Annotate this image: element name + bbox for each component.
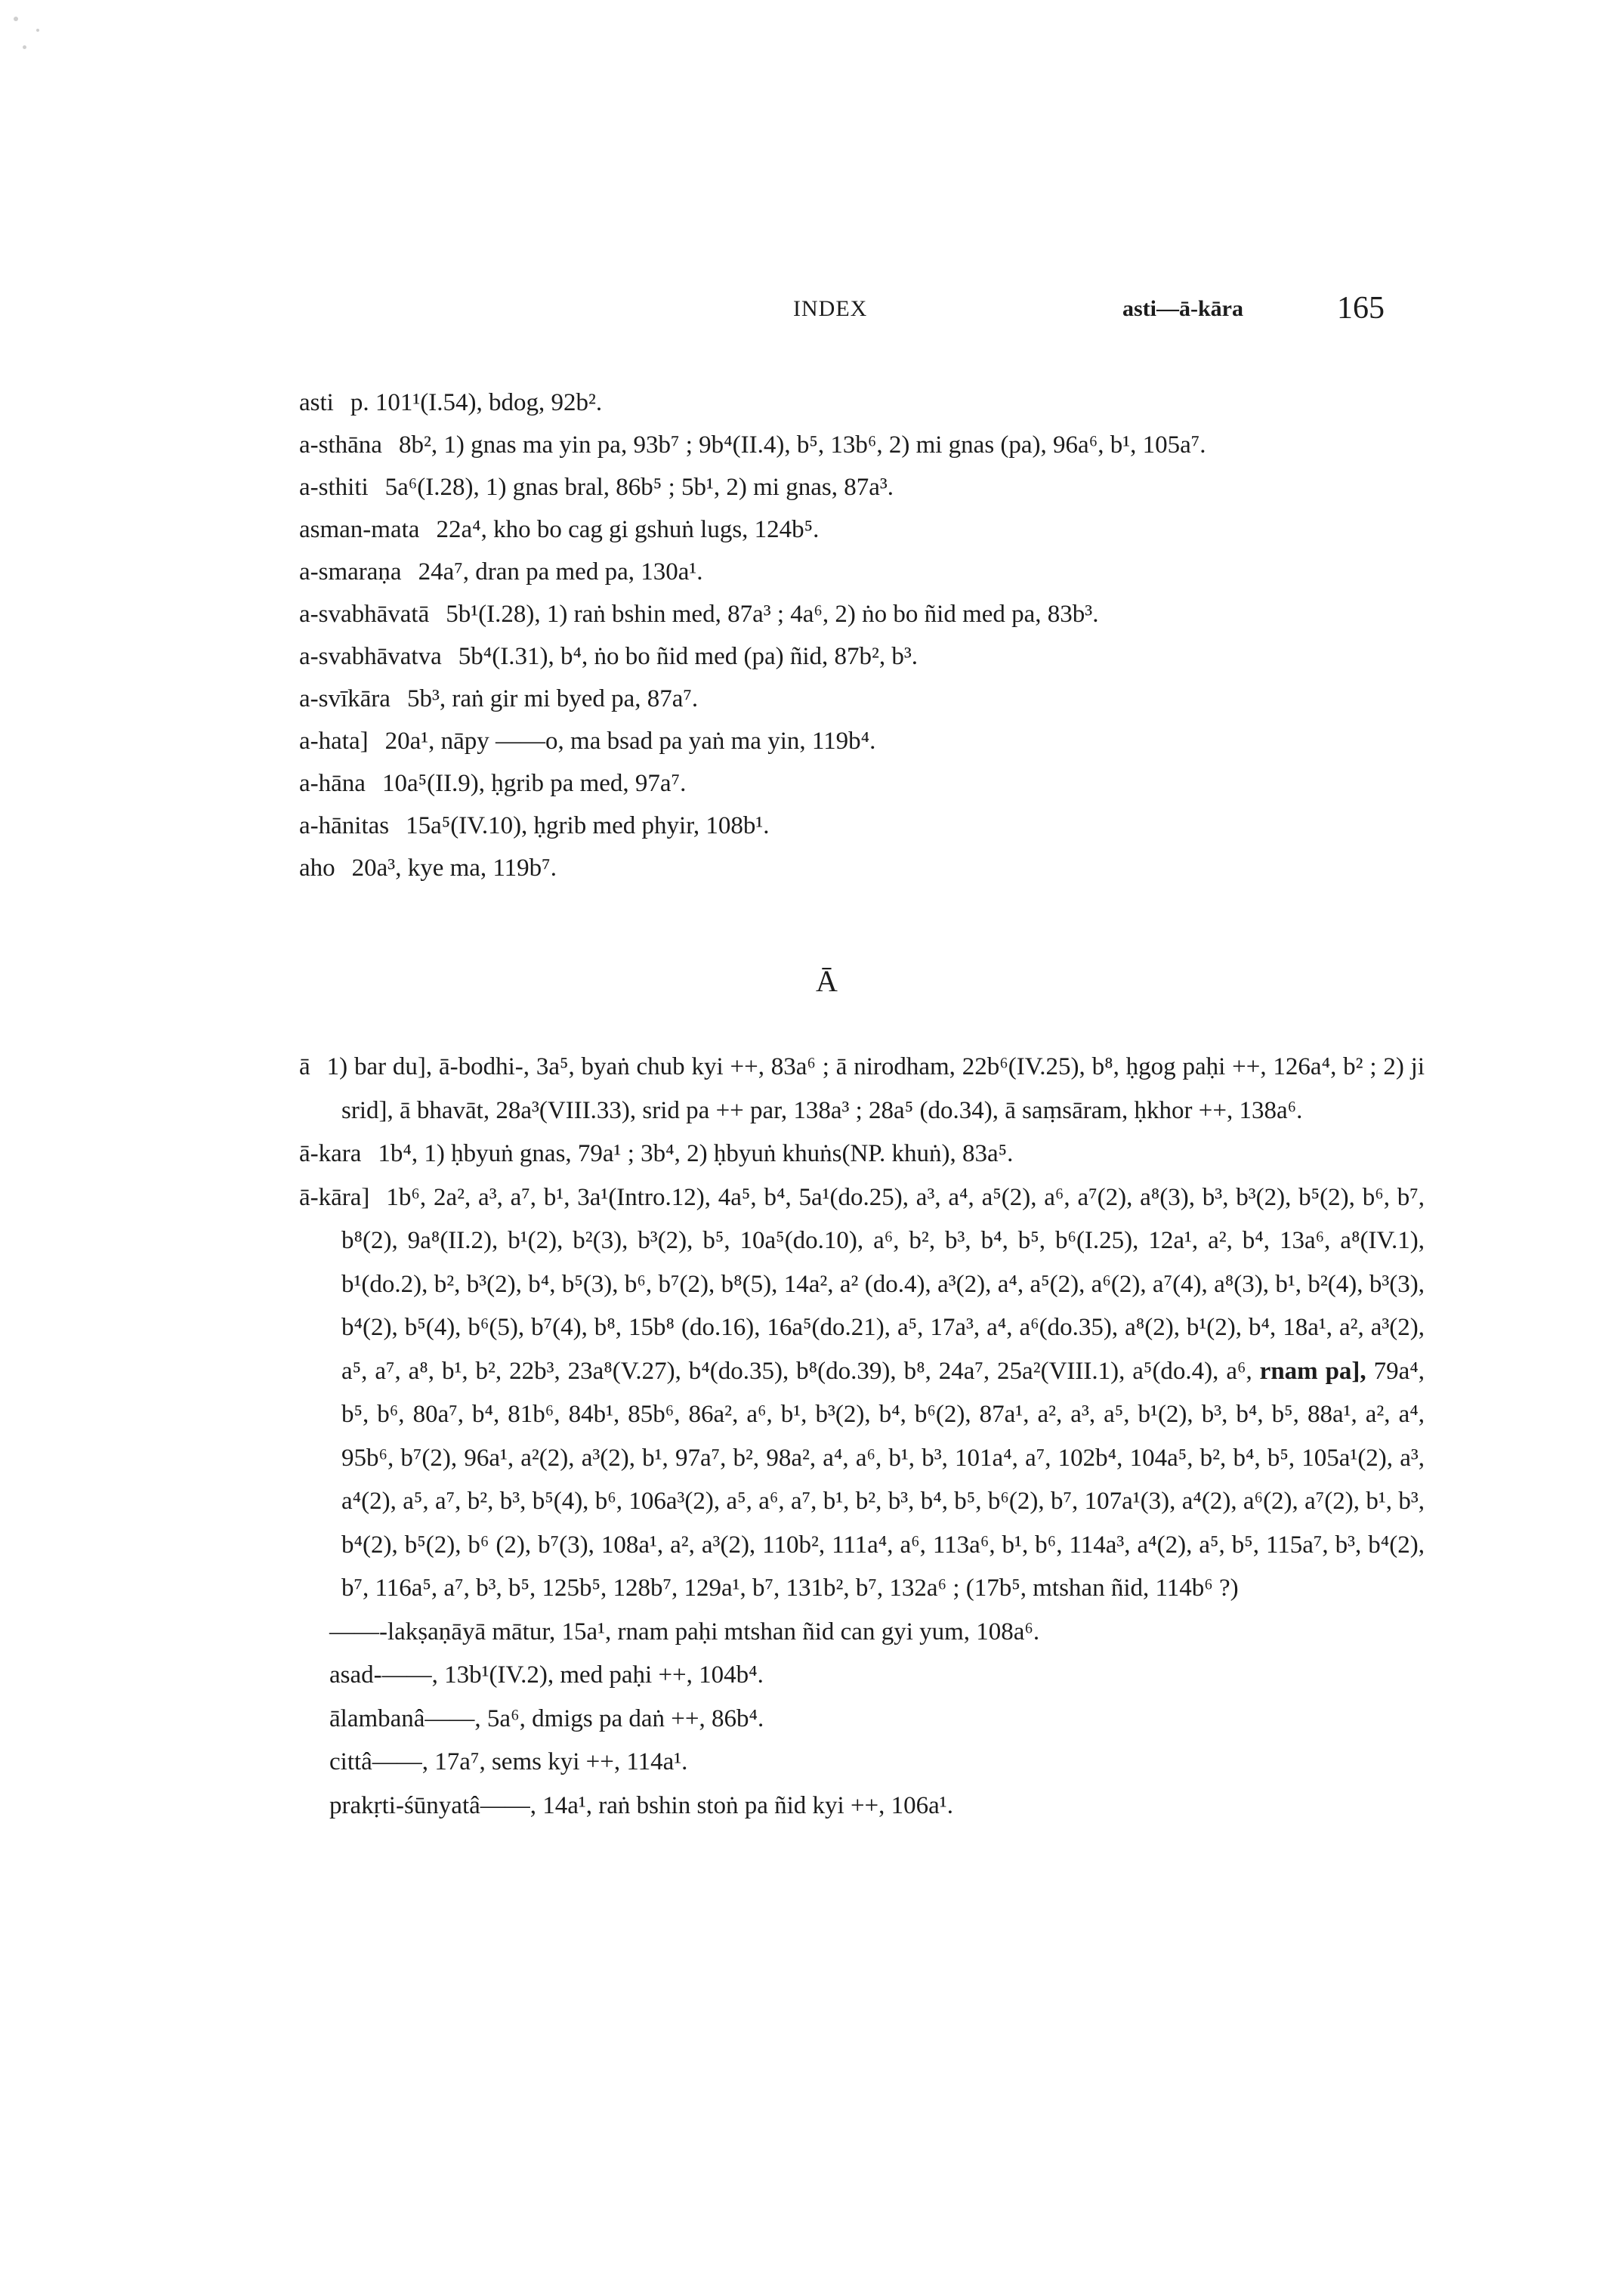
running-header: [0, 291, 1624, 334]
headword: a-svīkāra: [299, 685, 391, 712]
index-entry: [299, 466, 1417, 508]
index-entry: [299, 678, 1417, 720]
index-entry: [299, 382, 1417, 424]
headword: aho: [299, 854, 335, 882]
headword: a-hāna: [299, 770, 366, 797]
page-number: 165: [1337, 291, 1385, 326]
index-entry: [299, 635, 1417, 678]
entry-text: p. 101¹(I.54), bdog, 92b².: [350, 389, 603, 416]
scan-speck: [14, 17, 18, 21]
header-range: asti—ā-kāra: [1122, 296, 1243, 321]
index-entry: [299, 424, 1417, 466]
index-entry: [299, 720, 1417, 762]
headword: a-smaraṇa: [299, 558, 402, 586]
entry-text: 5b³, raṅ gir mi byed pa, 87a⁷.: [406, 685, 699, 712]
index-entry: [299, 805, 1417, 847]
headword: asman-mata: [299, 516, 420, 543]
entry-text: 22a⁴, kho bo cag gi gshuṅ lugs, 124b⁵.: [436, 516, 820, 543]
sub-entry: ——-lakṣaṇāyā mātur, 15a¹, rnam paḥi mtshan ñid can gyi yum, 108a⁶.: [329, 1618, 1040, 1646]
entry-text: 5b¹(I.28), 1) raṅ bshin med, 87a³ ; 4a⁶, 2) ṅo bo ñid med pa, 83b³.: [446, 601, 1099, 628]
entry-text: 1b⁶, 2a², a³, a⁷, b¹, 3a¹(Intro.12), 4a⁵, b⁴, 5a¹(do.25), a³, a⁴, a⁵(2), a⁶, a⁷(2), a⁸(3), b³, b³(2), b⁵(2), b⁶, b⁷, b⁸(2), 9a⁸(II.2), b¹(2), b²(3), b³(2), b⁵, 10a⁵(do.10), a⁶, b², b³, b⁴, b⁵, b⁶(I.25), 12a¹, a², b⁴, 13a⁶, a⁸(IV.1), b¹(do.2), b², b³(2), b⁴, b⁵(3), b⁶, b⁷(2), b⁸(5), 14a², a² (do.4), a³(2), a⁴, a⁵(2), a⁶(2), a⁷(4), a⁸(3), b¹, b²(4), b³(3), b⁴(2), b⁵(4), b⁶(5), b⁷(4), b⁸, 15b⁸ (do.16), 16a⁵(do.21), a⁵, 17a³, a⁴, a⁶(do.35), a⁸(2), b¹(2), b⁴, 18a¹, a², a³(2), a⁵, a⁷, a⁸, b¹, b², 22b³, 23a⁸(V.27), b⁴(do.35), b⁸(do.39), b⁸, 24a⁷, 25a²(VIII.1), a⁵(do.4), a⁶,: [341, 1183, 1425, 1385]
index-entry: [299, 1133, 1425, 1176]
entry-text: 1) bar du], ā-bodhi-, 3a⁵, byaṅ chub kyi ++, 83a⁶ ; ā nirodham, 22b⁶(IV.25), b⁸, ḥgog paḥi ++, 126a⁴, b² ; 2) ji srid], ā bhavāt, 28a³(VIII.33), srid pa ++ par, 138a³ ; 28a⁵ (do.34), ā saṃsāram, ḥkhor ++, 138a⁶.: [326, 1053, 1425, 1124]
headword: asti: [299, 389, 334, 416]
index-entries-a: [299, 382, 1417, 889]
index-entry: [299, 1046, 1425, 1133]
headword: a-svabhāvatva: [299, 643, 442, 670]
index-entry: [299, 551, 1417, 593]
index-entry: [299, 762, 1417, 805]
entry-text: 8b², 1) gnas ma yin pa, 93b⁷ ; 9b⁴(II.4), b⁵, 13b⁶, 2) mi gnas (pa), 96a⁶, b¹, 105a⁷.: [398, 431, 1206, 459]
headword: ā-kāra]: [299, 1183, 370, 1211]
index-entry: [299, 593, 1417, 635]
headword: a-svabhāvatā: [299, 601, 430, 628]
entry-text: 20a³, kye ma, 119b⁷.: [351, 854, 557, 882]
sub-entry: cittâ——, 17a⁷, sems kyi ++, 114a¹.: [329, 1748, 688, 1775]
entry-text: 24a⁷, dran pa med pa, 130a¹.: [418, 558, 703, 586]
sub-entry: prakṛti-śūnyatâ——, 14a¹, raṅ bshin stoṅ pa ñid kyi ++, 106a¹.: [329, 1791, 953, 1819]
headword: a-hata]: [299, 728, 369, 755]
entry-text: 10a⁵(II.9), ḥgrib pa med, 97a⁷.: [381, 770, 687, 797]
headword: a-sthiti: [299, 474, 369, 501]
index-entry: [299, 508, 1417, 551]
scan-speck: [36, 29, 39, 32]
entry-text: 15a⁵(IV.10), ḥgrib med phyir, 108b¹.: [406, 812, 770, 839]
bold-term: rnam pa],: [1259, 1357, 1366, 1385]
headword: a-hānitas: [299, 812, 390, 839]
headword: a-sthāna: [299, 431, 382, 459]
entry-text: 1b⁴, 1) ḥbyuṅ gnas, 79a¹ ; 3b⁴, 2) ḥbyuṅ khuṅs(NP. khuṅ), 83a⁵.: [378, 1140, 1014, 1167]
sub-entry: asad-——, 13b¹(IV.2), med paḥi ++, 104b⁴.: [329, 1661, 764, 1689]
entry-text: 20a¹, nāpy ——o, ma bsad pa yaṅ ma yin, 119b⁴.: [384, 728, 876, 755]
header-title: INDEX: [793, 296, 868, 321]
sub-entry: ālambanâ——, 5a⁶, dmigs pa daṅ ++, 86b⁴.: [329, 1704, 764, 1732]
scan-speck: [23, 45, 26, 49]
section-letter-heading: Ā: [816, 964, 838, 998]
headword: ā: [299, 1053, 310, 1080]
index-entry: [299, 847, 1417, 889]
entry-text-continued: 79a⁴, b⁵, b⁶, 80a⁷, b⁴, 81b⁶, 84b¹, 85b⁶, 86a², a⁶, b¹, b³(2), b⁴, b⁶(2), 87a¹, a², a³, a⁵, b¹(2), b³, b⁴, b⁵, 88a¹, a², a⁴, 95b⁶, b⁷(2), 96a¹, a²(2), a³(2), b¹, 97a⁷, b², 98a², a⁴, a⁶, b¹, b³, 101a⁴, a⁷, 102b⁴, 104a⁵, b², b⁴, b⁵, 105a¹(2), a³, a⁴(2), a⁵, a⁷, b², b³, b⁵(4), b⁶, 106a³(2), a⁵, a⁶, a⁷, b¹, b², b³, b⁴, b⁵, b⁶(2), b⁷, 107a¹(3), a⁴(2), a⁶(2), a⁷(2), b¹, b³, b⁴(2), b⁵(2), b⁶ (2), b⁷(3), 108a¹, a², a³(2), 110b², 111a⁴, a⁶, 113a⁶, b¹, b⁶, 114a³, a⁴(2), a⁵, b⁵, 115a⁷, b³, b⁴(2), b⁷, 116a⁵, a⁷, b³, b⁵, 125b⁵, 128b⁷, 129a¹, b⁷, 131b², b⁷, 132a⁶ ; (17b⁵, mtshan ñid, 114b⁶ ?): [341, 1357, 1425, 1602]
index-entry: [299, 1176, 1425, 1611]
index-entries-aa: [299, 1046, 1425, 1828]
headword: ā-kara: [299, 1140, 362, 1167]
entry-text: 5a⁶(I.28), 1) gnas bral, 86b⁵ ; 5b¹, 2) mi gnas, 87a³.: [384, 474, 894, 501]
entry-text: 5b⁴(I.31), b⁴, ṅo bo ñid med (pa) ñid, 87b², b³.: [458, 643, 919, 670]
